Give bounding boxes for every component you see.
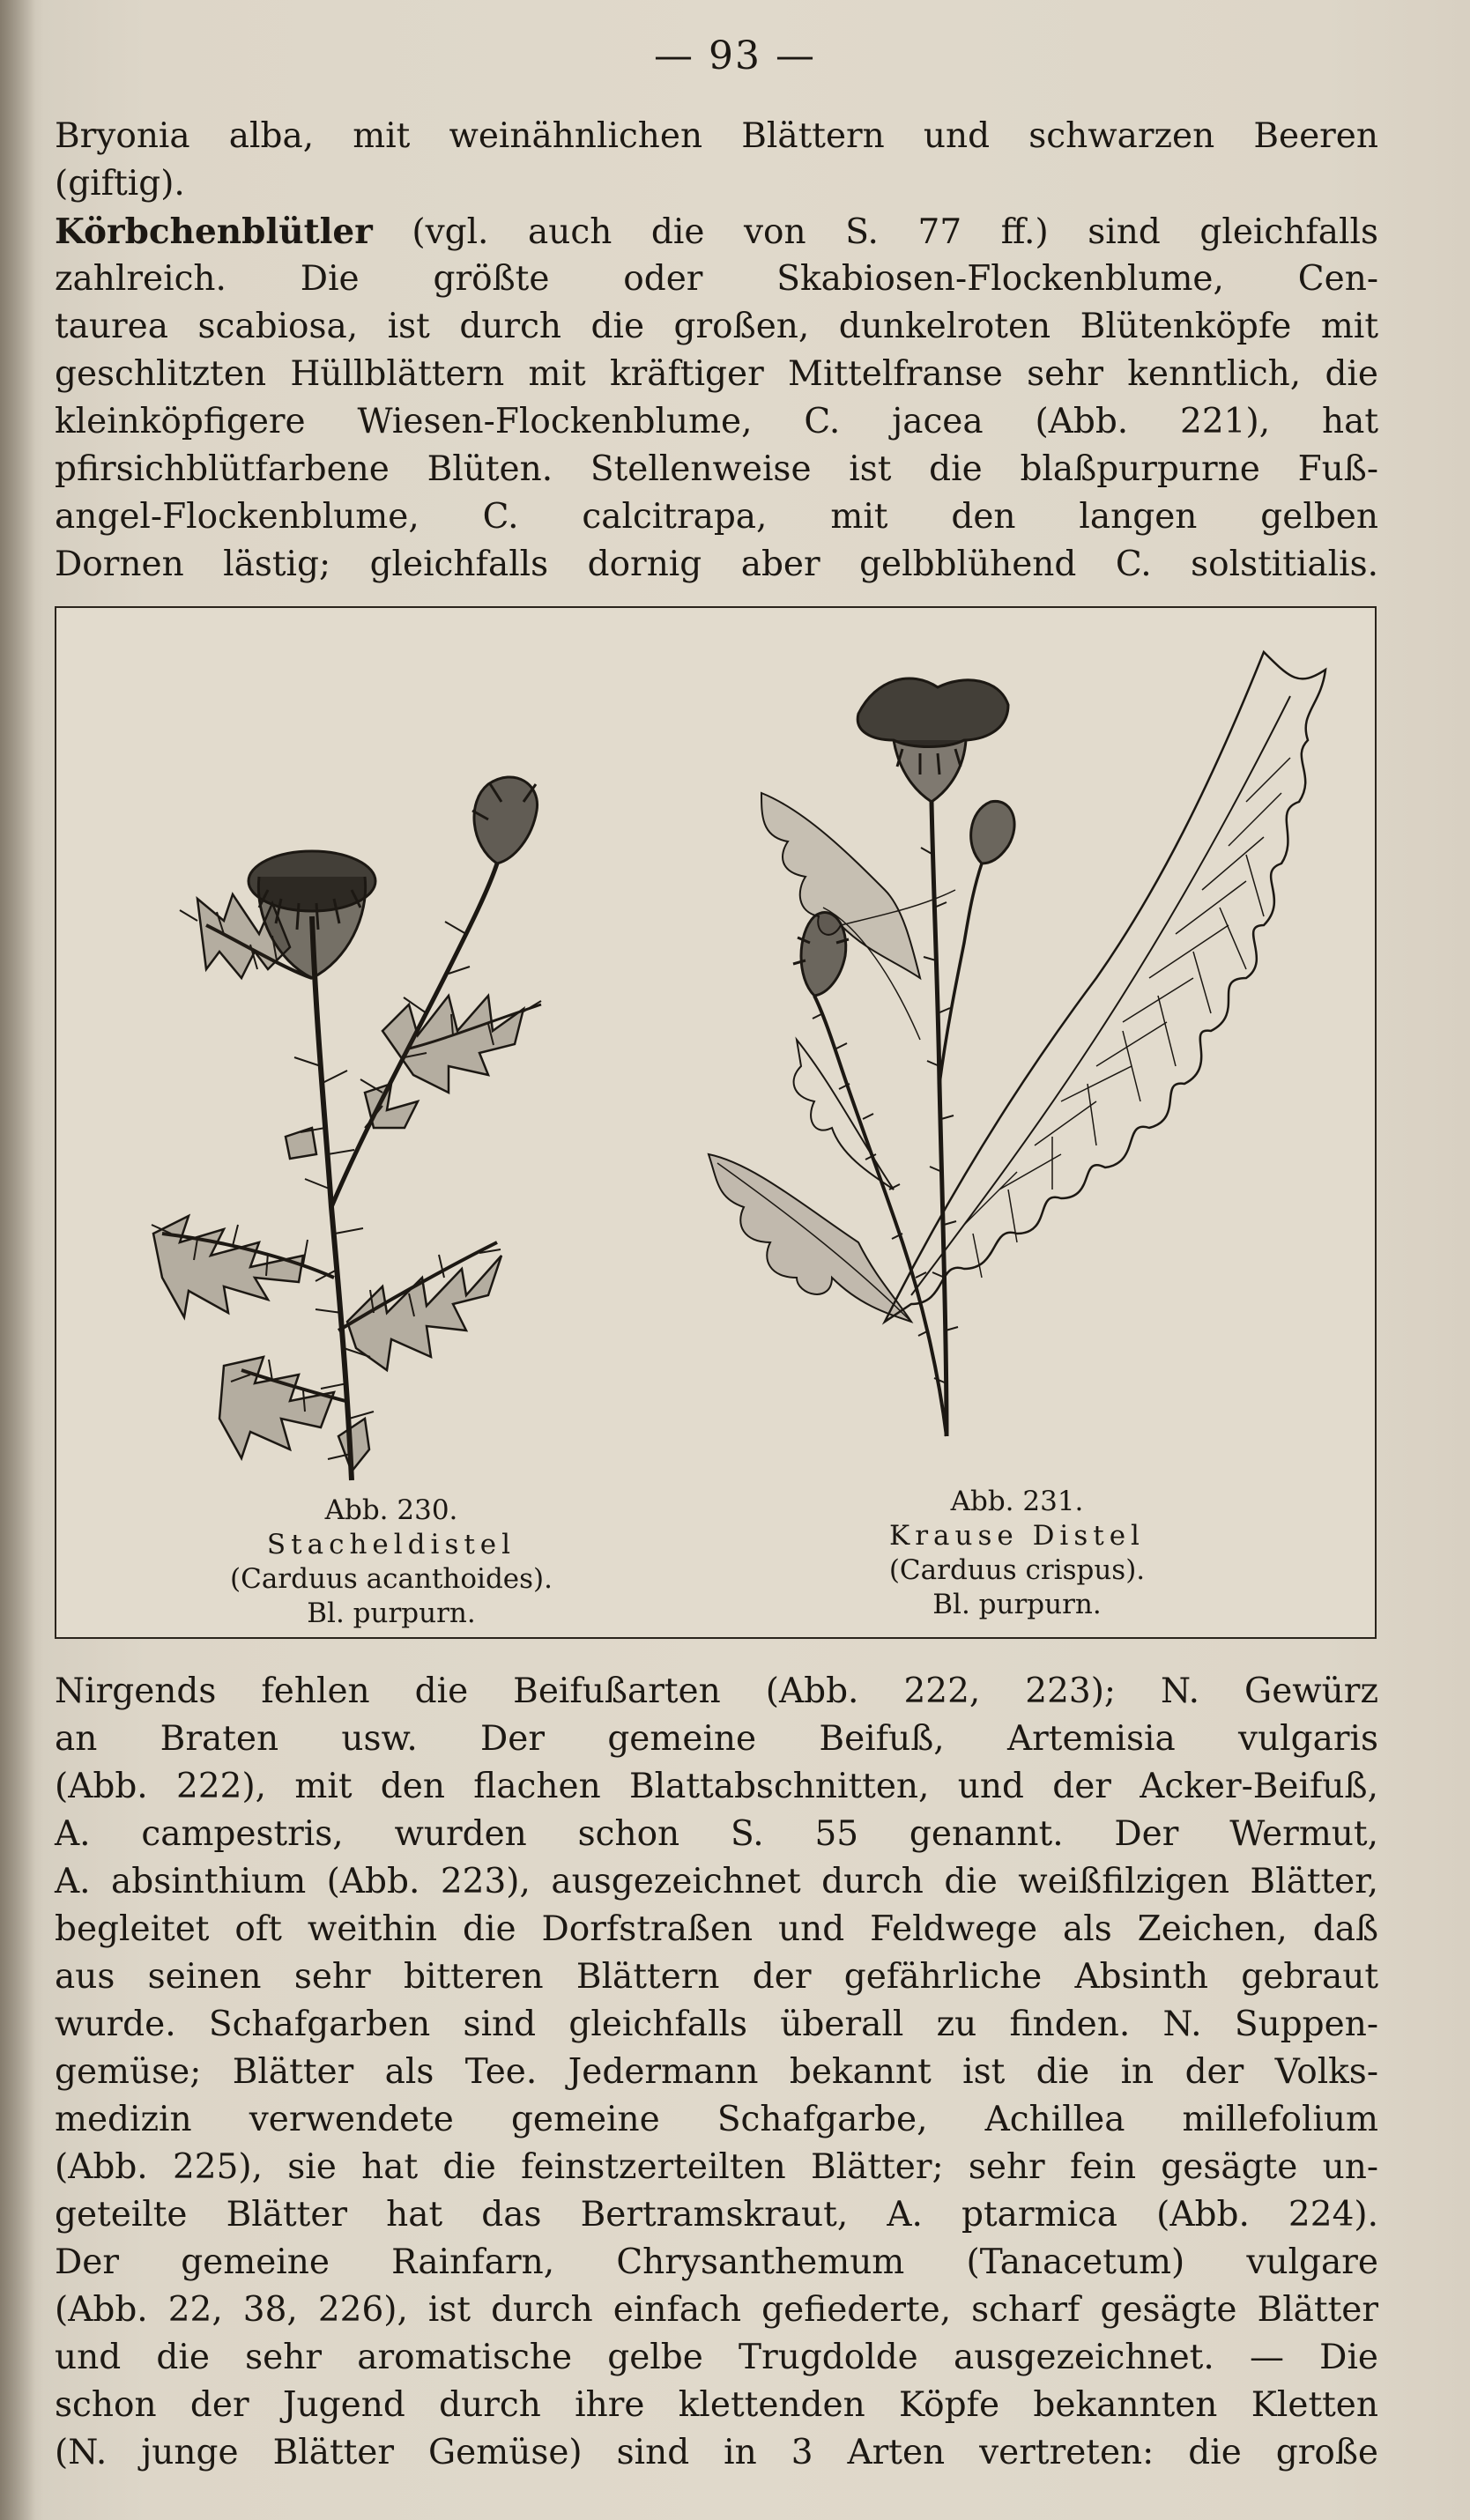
krause-distel-illustration bbox=[682, 626, 1352, 1471]
text-line: (Abb. 22, 38, 226), ist durch einfach gefiederte, scharf gesägte Blätter bbox=[55, 2290, 1378, 2330]
text-line: taurea scabiosa, ist durch die großen, dunkelroten Blütenköpfe mit bbox=[55, 307, 1378, 346]
text-line: (giftig). bbox=[55, 164, 185, 204]
text-line: A. absinthium (Abb. 223), ausgezeichnet durch die weißfilzigen Blätter, bbox=[55, 1862, 1378, 1901]
text-line: Nirgends fehlen die Beifußarten (Abb. 222, 223); N. Gewürz bbox=[55, 1671, 1378, 1711]
plant-name: Stacheldistel bbox=[266, 1529, 516, 1560]
figure-caption-231 bbox=[814, 1485, 1220, 1622]
text-line: (N. junge Blätter Gemüse) sind in 3 Arten vertreten: die große bbox=[55, 2433, 1378, 2472]
latin-name: (Carduus crispus). bbox=[888, 1554, 1146, 1586]
text-line: schon der Jugend durch ihre klettenden Köpfe bekannten Kletten bbox=[55, 2385, 1378, 2425]
page-number: — 93 — bbox=[654, 33, 816, 78]
text-line: medizin verwendete gemeine Schafgarbe, Achillea millefolium bbox=[55, 2100, 1378, 2139]
text-line: (Abb. 222), mit den flachen Blattabschnitten, und der Acker-Beifuß, bbox=[55, 1767, 1378, 1806]
text-line: geteilte Blätter hat das Bertramskraut, A. ptarmica (Abb. 224). bbox=[55, 2195, 1378, 2235]
text-line: angel-Flockenblume, C. calcitrapa, mit den langen gelben bbox=[55, 497, 1378, 537]
text-line: und die sehr aromatische gelbe Trugdolde ausgezeichnet. — Die bbox=[55, 2338, 1378, 2377]
text-line: wurde. Schafgarben sind gleichfalls überall zu finden. N. Suppen- bbox=[55, 2005, 1378, 2044]
stacheldistel-illustration bbox=[100, 714, 594, 1489]
latin-name: (Carduus acanthoides). bbox=[230, 1563, 553, 1595]
figure-caption-230 bbox=[189, 1493, 594, 1631]
flower-color: Bl. purpurn. bbox=[932, 1589, 1102, 1620]
text-line: kleinköpfigere Wiesen-Flockenblume, C. jacea (Abb. 221), hat bbox=[55, 402, 1378, 441]
top-paragraphs bbox=[55, 113, 1378, 589]
plant-name: Krause Distel bbox=[889, 1520, 1145, 1552]
text-line-rest: (vgl. auch die von S. 77 ff.) sind gleichfalls bbox=[372, 212, 1378, 252]
text-line: A. campestris, wurden schon S. 55 genannt. Der Wermut, bbox=[55, 1814, 1378, 1854]
bottom-paragraphs bbox=[55, 1668, 1378, 2477]
section-heading: Körbchenblütler bbox=[55, 211, 373, 252]
flower-color: Bl. purpurn. bbox=[307, 1597, 476, 1629]
figure-frame bbox=[55, 606, 1377, 1639]
text-line: an Braten usw. Der gemeine Beifuß, Artemisia vulgaris bbox=[55, 1719, 1378, 1759]
text-line: begleitet oft weithin die Dorfstraßen und Feldwege als Zeichen, daß bbox=[55, 1909, 1378, 1949]
text-line: Der gemeine Rainfarn, Chrysanthemum (Tanacetum) vulgare bbox=[55, 2242, 1378, 2282]
text-line: (Abb. 225), sie hat die feinstzerteilten Blätter; sehr fein gesägte un- bbox=[55, 2147, 1378, 2187]
figure-number: Abb. 230. bbox=[324, 1494, 458, 1526]
text-line: Dornen lästig; gleichfalls dornig aber gelbblühend C. solstitialis. bbox=[55, 545, 1378, 584]
text-line: zahlreich. Die größte oder Skabiosen-Flockenblume, Cen- bbox=[55, 259, 1378, 299]
text-line: geschlitzten Hüllblättern mit kräftiger Mittelfranse sehr kenntlich, die bbox=[55, 354, 1378, 394]
text-line: aus seinen sehr bitteren Blättern der gefährliche Absinth gebraut bbox=[55, 1957, 1378, 1997]
text-line: gemüse; Blätter als Tee. Jedermann bekannt ist die in der Volks- bbox=[55, 2052, 1378, 2092]
figure-number: Abb. 231. bbox=[950, 1486, 1084, 1517]
text-line: Bryonia alba, mit weinähnlichen Blättern und schwarzen Beeren bbox=[55, 116, 1378, 156]
text-line bbox=[55, 208, 1378, 256]
text-line: pfirsichblütfarbene Blüten. Stellenweise ist die blaßpurpurne Fuß- bbox=[55, 449, 1378, 489]
gutter-shadow bbox=[0, 0, 35, 2520]
